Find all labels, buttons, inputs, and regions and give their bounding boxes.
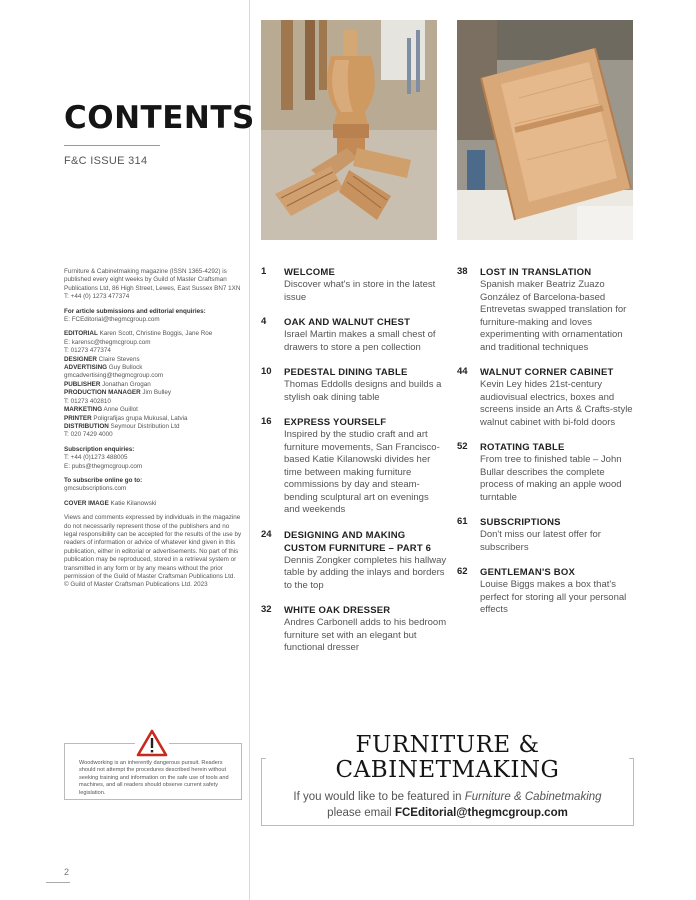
toc-entry[interactable] xyxy=(457,441,635,504)
toc-page-number: 52 xyxy=(457,441,468,452)
toc-description: Louise Biggs makes a box that's perfect for storing all your personal effects xyxy=(480,579,627,615)
credit-name: Claire Stevens xyxy=(98,355,140,363)
toc-description: Don't miss our latest offer for subscribers xyxy=(480,529,601,553)
toc-description: Discover what's in store in the latest issue xyxy=(284,279,436,303)
credit-line xyxy=(64,398,242,406)
credit-role: DISTRIBUTION xyxy=(64,422,109,430)
credit-role: EDITORIAL xyxy=(64,330,98,338)
toc-title: WALNUT CORNER CABINET xyxy=(480,367,614,378)
toc-page-number: 61 xyxy=(457,516,468,527)
cover-role: COVER IMAGE xyxy=(64,499,109,507)
credits-list xyxy=(64,330,242,439)
toc-description: Thomas Eddolls designs and builds a stylish oak dining table xyxy=(284,379,442,403)
credit-line xyxy=(64,406,242,414)
toc-title: ROTATING TABLE xyxy=(480,442,565,453)
credit-line xyxy=(64,423,242,431)
credit-name: Karen Scott, Christine Boggis, Jane Roe xyxy=(99,330,213,338)
masthead xyxy=(64,268,242,590)
toc-page-number: 1 xyxy=(261,266,267,277)
credit-line xyxy=(64,389,242,397)
toc-entry[interactable] xyxy=(261,266,447,304)
toc-entry[interactable] xyxy=(261,529,447,593)
page-title: CONTENTS xyxy=(64,100,255,136)
promo-email[interactable]: FCEditorial@thegmcgroup.com xyxy=(394,807,568,819)
credit-line xyxy=(64,339,242,347)
credit-line xyxy=(64,364,242,372)
toc-page-number: 38 xyxy=(457,266,468,277)
credit-name: Jim Bulley xyxy=(142,389,172,397)
sidebar xyxy=(0,0,255,900)
toc-title: LOST IN TRANSLATION xyxy=(480,267,592,278)
credit-role: PRINTER xyxy=(64,414,92,422)
submissions-email[interactable]: E: FCEditorial@thegmcgroup.com xyxy=(64,316,160,324)
credit-role: MARKETING xyxy=(64,406,103,414)
safety-warning-text: Woodworking is an inherently dangerous pursuit. Readers should not attempt the procedures described herein without seeking training and information on the safe use of tools and machines, and all readers should observe current safety legislation. xyxy=(79,760,229,796)
photo-pedestal-table-base xyxy=(261,20,437,240)
toc-title: WHITE OAK DRESSER xyxy=(284,605,391,616)
toc-page-number: 44 xyxy=(457,366,468,377)
toc-column-left xyxy=(261,266,447,667)
photo-panel-door xyxy=(457,20,633,240)
credit-name: Seymour Distribution Ltd xyxy=(110,422,180,430)
toc-title: GENTLEMAN'S BOX xyxy=(480,567,575,578)
toc-description: Inspired by the studio craft and art furniture movements, San Francisco-based Katie Kilanowski divides her time between making furniture commissions by day and steam-bending sculptural art on evenings and weekends xyxy=(284,429,440,515)
credit-line xyxy=(64,415,242,423)
toc-description: Andres Carbonell adds to his bedroom furniture set with an elegant but functional dresser xyxy=(284,617,447,653)
credit-name: E: karensc@thegmcgroup.com xyxy=(64,338,151,346)
credit-role: PUBLISHER xyxy=(64,380,101,388)
promo-text xyxy=(261,789,634,821)
promo-text-pre: If you would like to be featured in xyxy=(293,791,462,803)
toc-column-right xyxy=(457,266,635,629)
toc-entry[interactable] xyxy=(261,316,447,354)
credit-name: gmcadvertising@thegmcgroup.com xyxy=(64,372,164,380)
credit-name: Guy Bullock xyxy=(108,364,143,372)
credit-line xyxy=(64,372,242,380)
toc-entry[interactable] xyxy=(457,566,635,617)
toc-page-number: 4 xyxy=(261,316,267,327)
toc-title: DESIGNING AND MAKING CUSTOM FURNITURE – PART 6 xyxy=(284,529,432,554)
promo-text-mid: please email xyxy=(327,807,392,819)
copyright: © Guild of Master Craftsman Publications Ltd. 2023 xyxy=(64,581,208,589)
credit-role: ADVERTISING xyxy=(64,364,108,372)
page-number: 2 xyxy=(64,867,70,877)
toc-description: Dennis Zongker completes his hallway table by adding the inlays and borders to the top xyxy=(284,554,447,591)
toc-title: SUBSCRIPTIONS xyxy=(480,517,561,528)
toc-entry[interactable] xyxy=(457,266,635,354)
credit-role: DESIGNER xyxy=(64,355,97,363)
online-url[interactable]: gmcsubscriptions.com xyxy=(64,485,127,493)
subscription-tel: T: +44 (0)1273 488005 xyxy=(64,454,128,462)
subscription-label: Subscription enquiries: xyxy=(64,445,135,453)
credit-line xyxy=(64,330,242,338)
toc-description: Israel Martin makes a small chest of drawers to store a pen collection xyxy=(284,329,436,353)
promo-logo xyxy=(266,733,629,783)
credit-name: Poligrafijas grupa Mukusal, Latvia xyxy=(93,414,188,422)
credit-name: Jonathan Grogan xyxy=(102,380,151,388)
toc-page-number: 16 xyxy=(261,416,272,427)
promo-logo-line2: CABINETMAKING xyxy=(335,757,560,783)
toc-title: OAK AND WALNUT CHEST xyxy=(284,317,411,328)
credit-line xyxy=(64,356,242,364)
warning-triangle-icon xyxy=(135,728,169,758)
promo-text-title: Furniture & Cabinetmaking xyxy=(464,791,602,803)
title-rule xyxy=(64,145,160,146)
credit-name: T: 020 7429 4000 xyxy=(64,431,113,439)
credit-name: T: 01273 402810 xyxy=(64,397,111,405)
toc-entry[interactable] xyxy=(261,604,447,655)
toc-description: From tree to finished table – John Bullar describes the complete process of making an apple wood turntable xyxy=(480,454,622,503)
toc-title: PEDESTAL DINING TABLE xyxy=(284,367,408,378)
toc-description: Kevin Ley hides 21st-century audiovisual electrics, boxes and screens inside an Arts & Crafts-style walnut cabinet with bi-fold doors xyxy=(480,379,633,428)
promo-logo-line1: FURNITURE & xyxy=(355,732,540,758)
toc-page-number: 24 xyxy=(261,528,272,540)
online-label: To subscribe online go to: xyxy=(64,476,143,484)
toc-title: EXPRESS YOURSELF xyxy=(284,417,387,428)
toc-entry[interactable] xyxy=(261,366,447,404)
credit-role: PRODUCTION MANAGER xyxy=(64,389,141,397)
toc-title: WELCOME xyxy=(284,267,336,278)
toc-entry[interactable] xyxy=(457,516,635,554)
disclaimer: Views and comments expressed by individuals in the magazine do not necessarily represent those of the publishers and no legal responsibility can be accepted for the results of the use by readers of information or advice of whatever kind given in this publication, either in editorial or advertisements. No part of this publication may be reproduced, stored in a retrieval system or transmitted in any form or by any means without the prior permission of the Guild of Master Craftsman Publications Ltd. xyxy=(64,514,242,580)
pedestal-base-image xyxy=(261,20,437,240)
submissions-label: For article submissions and editorial enquiries: xyxy=(64,307,206,315)
page-number-rule xyxy=(46,882,70,883)
masthead-intro: Furniture & Cabinetmaking magazine (ISSN 1365-4292) is published every eight weeks by Guild of Master Craftsman Publications Ltd, 86 High Street, Lewes, East Sussex BN7 1XN xyxy=(64,268,241,292)
masthead-intro-tel: T: +44 (0) 1273 477374 xyxy=(64,293,130,301)
issue-number: F&C ISSUE 314 xyxy=(64,155,148,167)
toc-entry[interactable] xyxy=(457,366,635,429)
toc-page-number: 62 xyxy=(457,566,468,577)
credit-name: Anne Guillot xyxy=(103,406,138,414)
panel-door-image xyxy=(457,20,633,240)
credit-line xyxy=(64,431,242,439)
subscription-email[interactable]: E: pubs@thegmcgroup.com xyxy=(64,462,143,470)
toc-page-number: 32 xyxy=(261,604,272,615)
credit-line xyxy=(64,381,242,389)
cover-name: Katie Kilanowski xyxy=(110,499,157,507)
credit-name: T: 01273 477374 xyxy=(64,347,111,355)
credit-line xyxy=(64,347,242,355)
toc-entry[interactable] xyxy=(261,416,447,517)
toc-page-number: 10 xyxy=(261,366,272,377)
toc-description: Spanish maker Beatriz Zuazo González of Barcelona-based Entrevetas swapped translation for furniture-making and loves experimenting with ornamentation and traditional techniques xyxy=(480,279,627,353)
